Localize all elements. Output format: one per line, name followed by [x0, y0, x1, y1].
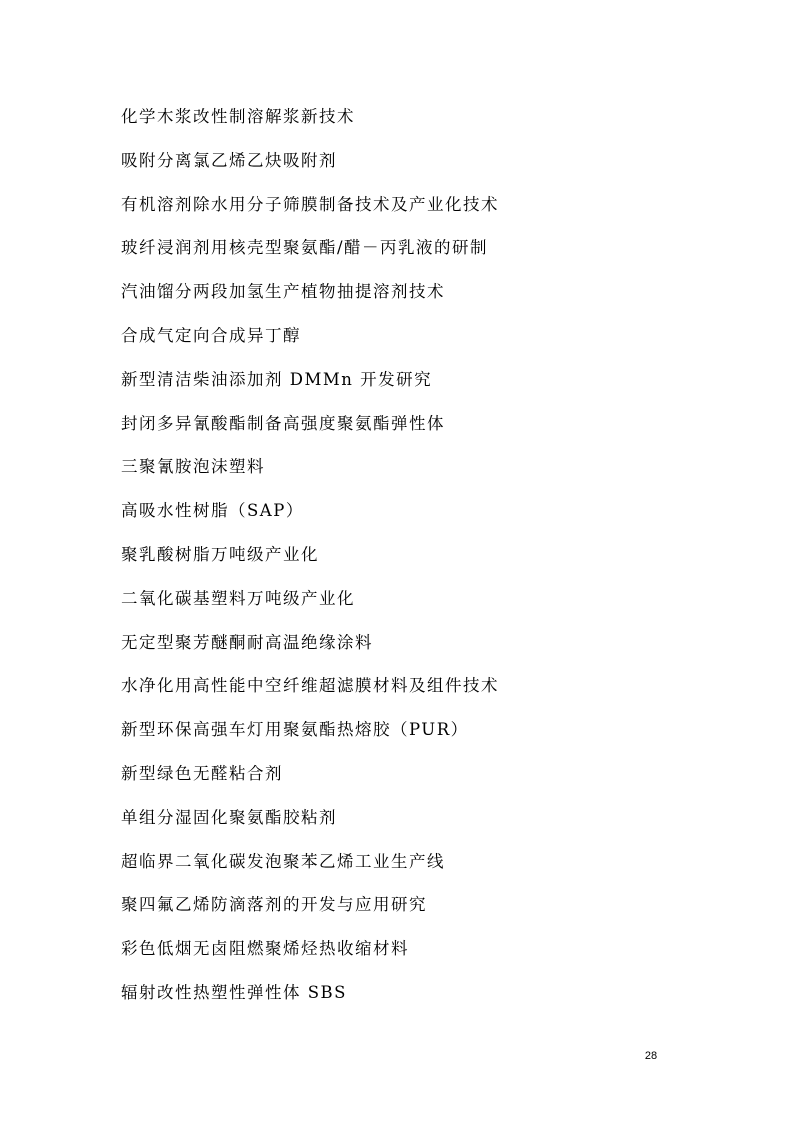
page-number: 28 [644, 1050, 658, 1062]
list-item: 辐射改性热塑性弹性体 SBS [121, 982, 347, 1002]
list-item: 三聚氰胺泡沫塑料 [121, 457, 265, 477]
list-item: 单组分湿固化聚氨酯胶粘剂 [121, 807, 337, 827]
list-item: 新型环保高强车灯用聚氨酯热熔胶（PUR） [121, 720, 469, 740]
list-item: 封闭多异氰酸酯制备高强度聚氨酯弹性体 [121, 413, 445, 433]
list-item: 玻纤浸润剂用核壳型聚氨酯/醋－丙乳液的研制 [121, 238, 489, 258]
list-item: 吸附分离氯乙烯乙炔吸附剂 [121, 150, 337, 170]
list-item: 水净化用高性能中空纤维超滤膜材料及组件技术 [121, 676, 499, 696]
list-item: 聚乳酸树脂万吨级产业化 [121, 544, 319, 564]
list-item: 聚四氟乙烯防滴落剂的开发与应用研究 [121, 895, 427, 915]
technology-list [121, 103, 499, 1023]
list-item: 高吸水性树脂（SAP） [121, 501, 304, 521]
list-item: 新型绿色无醛粘合剂 [121, 763, 283, 783]
list-item: 无定型聚芳醚酮耐高温绝缘涂料 [121, 632, 373, 652]
list-item: 超临界二氧化碳发泡聚苯乙烯工业生产线 [121, 851, 445, 871]
list-item: 二氧化碳基塑料万吨级产业化 [121, 588, 355, 608]
list-item: 化学木浆改性制溶解浆新技术 [121, 107, 355, 126]
list-item: 汽油馏分两段加氢生产植物抽提溶剂技术 [121, 282, 445, 302]
list-item: 合成气定向合成异丁醇 [121, 325, 301, 345]
list-item: 新型清洁柴油添加剂 DMMn 开发研究 [121, 369, 433, 389]
list-item: 彩色低烟无卤阻燃聚烯烃热收缩材料 [121, 939, 409, 959]
list-item: 有机溶剂除水用分子筛膜制备技术及产业化技术 [121, 194, 499, 214]
